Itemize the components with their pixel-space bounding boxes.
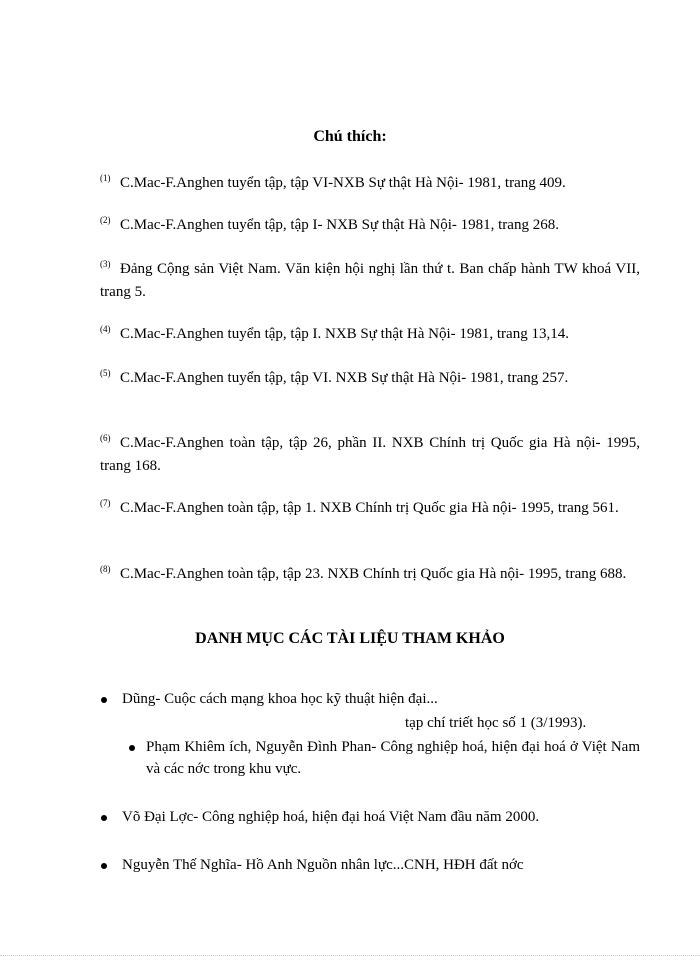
- note-text: C.Mac-F.Anghen toàn tập, tập 26, phần II. NXB Chính trị Quốc gia Hà nội- 1995, trang 168.: [100, 435, 640, 474]
- page-bottom-border: [0, 955, 700, 956]
- reference-4: Nguyễn Thế Nghĩa- Hồ Anh Nguồn nhân lực...CNH, HĐH đất nớc: [122, 857, 524, 873]
- note-text: C.Mac-F.Anghen tuyển tập, tập I- NXB Sự thật Hà Nội- 1981, trang 268.: [120, 217, 559, 233]
- note-3: [100, 258, 640, 303]
- note-number: (3): [100, 259, 111, 269]
- note-text: Đảng Cộng sản Việt Nam. Văn kiện hội nghị lần thứ t. Ban chấp hành TW khoá VII, trang 5.: [100, 261, 640, 300]
- note-4: [100, 323, 640, 346]
- note-5: [100, 367, 640, 390]
- note-number: (1): [100, 173, 111, 183]
- reference-1-line-2: tạp chí triết học số 1 (3/1993).: [405, 715, 587, 731]
- note-1: [100, 172, 640, 195]
- note-number: (6): [100, 433, 111, 443]
- note-number: (7): [100, 498, 111, 508]
- note-text: C.Mac-F.Anghen tuyển tập, tập VI. NXB Sự thật Hà Nội- 1981, trang 257.: [120, 370, 569, 386]
- bullet-icon: [101, 815, 107, 821]
- bullet-icon: [101, 697, 107, 703]
- note-number: (8): [100, 564, 111, 574]
- reference-3: Võ Đại Lợc- Công nghiệp hoá, hiện đại hoá Việt Nam đầu năm 2000.: [122, 809, 540, 825]
- bullet-icon: [129, 745, 135, 751]
- note-7: [100, 497, 640, 520]
- bullet-icon: [101, 863, 107, 869]
- note-8: [100, 563, 640, 586]
- note-text: C.Mac-F.Anghen tuyển tập, tập VI-NXB Sự thật Hà Nội- 1981, trang 409.: [120, 175, 566, 191]
- reference-2: Phạm Khiêm ích, Nguyễn Đình Phan- Công nghiệp hoá, hiện đại hoá ở Việt Nam và các nớc trong khu vực.: [146, 739, 640, 777]
- note-text: C.Mac-F.Anghen toàn tập, tập 23. NXB Chính trị Quốc gia Hà nội- 1995, trang 688.: [120, 566, 627, 582]
- note-6: [100, 432, 640, 477]
- note-text: C.Mac-F.Anghen tuyển tập, tập I. NXB Sự thật Hà Nội- 1981, trang 13,14.: [120, 326, 569, 342]
- note-number: (4): [100, 324, 111, 334]
- notes-title: Chú thích:: [313, 128, 387, 145]
- note-2: [100, 214, 640, 237]
- note-number: (2): [100, 215, 111, 225]
- reference-1-line-1: Dũng- Cuộc cách mạng khoa học kỹ thuật hiện đại...: [122, 691, 438, 707]
- note-text: C.Mac-F.Anghen toàn tập, tập 1. NXB Chính trị Quốc gia Hà nội- 1995, trang 561.: [120, 500, 619, 516]
- note-number: (5): [100, 368, 111, 378]
- references-title: DANH MỤC CÁC TÀI LIỆU THAM KHẢO: [195, 630, 505, 647]
